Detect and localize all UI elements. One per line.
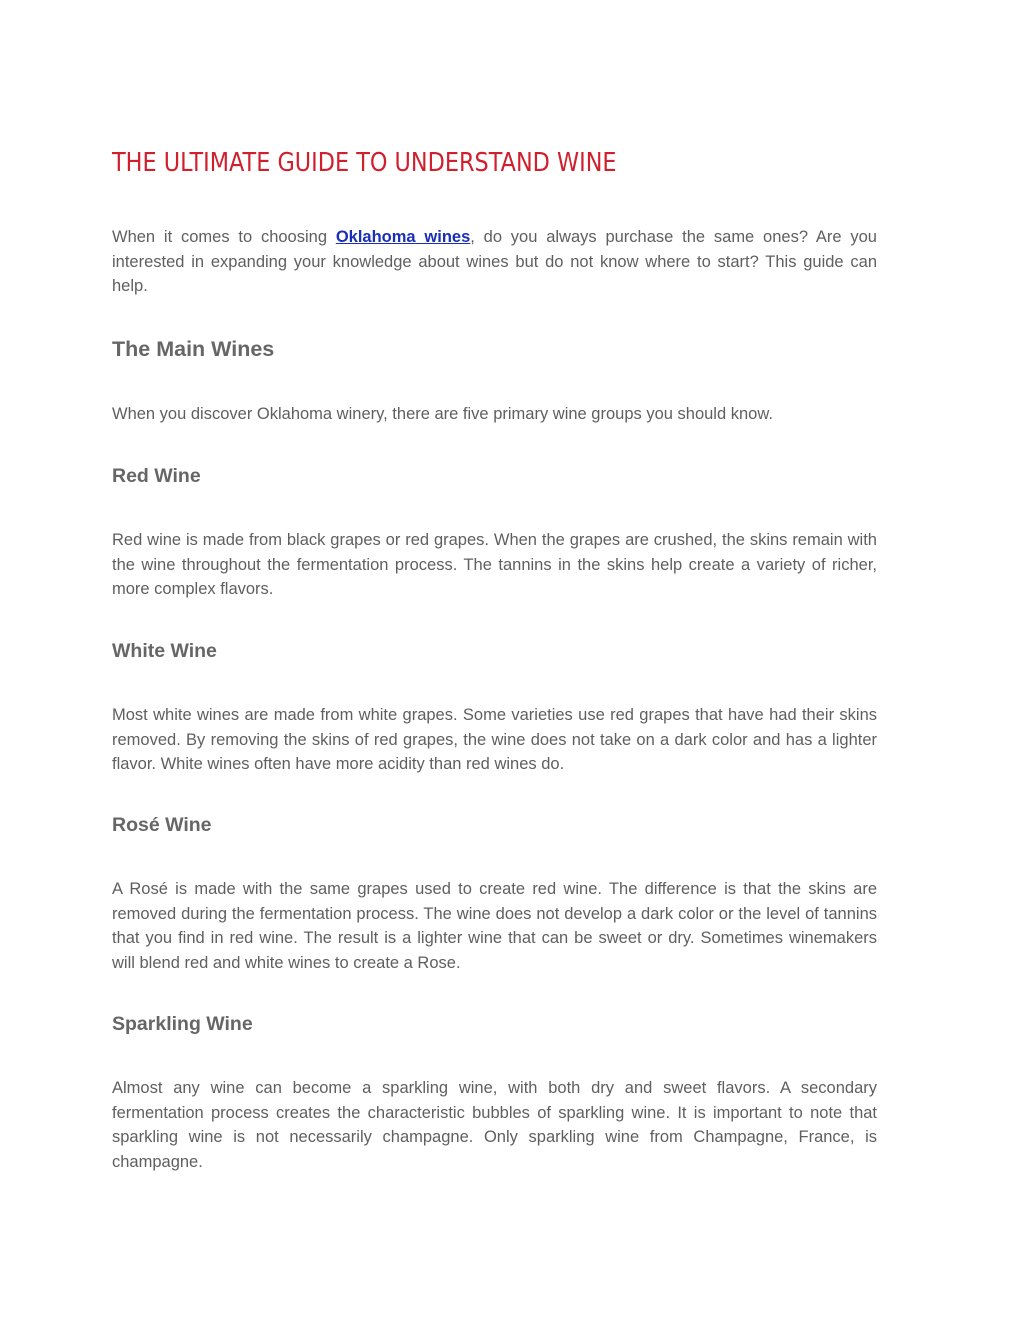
red-wine-heading: Red Wine bbox=[112, 465, 201, 487]
oklahoma-wines-link[interactable]: Oklahoma wines bbox=[335, 228, 471, 246]
intro-text-before-link: When it comes to choosing bbox=[112, 228, 336, 246]
red-wine-paragraph: Red wine is made from black grapes or red grapes. When the grapes are crushed, the skins remain with the wine throughout the fermentation process. The tannins in the skins help create a variety of richer, more complex flavors. bbox=[112, 531, 877, 599]
white-wine-paragraph: Most white wines are made from white grapes. Some varieties use red grapes that have had their skins removed. By removing the skins of red grapes, the wine does not take on a dark color and has a lighter flavor. White wines often have more acidity than red wines do. bbox=[112, 706, 877, 774]
intro-paragraph bbox=[112, 225, 877, 299]
rose-wine-heading: Rosé Wine bbox=[112, 814, 212, 836]
main-wines-heading: The Main Wines bbox=[112, 337, 275, 361]
rose-wine-paragraph: A Rosé is made with the same grapes used to create red wine. The difference is that the skins are removed during the fermentation process. The wine does not develop a dark color or the level of tannins that you find in red wine. The result is a lighter wine that can be sweet or dry. Sometimes winemakers will blend red and white wines to create a Rose. bbox=[112, 880, 877, 972]
main-wines-paragraph: When you discover Oklahoma winery, there are five primary wine groups you should know. bbox=[112, 405, 773, 423]
page-title: THE ULTIMATE GUIDE TO UNDERSTAND WINE bbox=[112, 148, 617, 178]
white-wine-heading: White Wine bbox=[112, 640, 217, 662]
sparkling-wine-paragraph: Almost any wine can become a sparkling wine, with both dry and sweet flavors. A secondary fermentation process creates the characteristic bubbles of sparkling wine. It is important to note that sparkling wine is not necessarily champagne. Only sparkling wine from Champagne, France, is champagne. bbox=[112, 1079, 877, 1171]
intro-text-after-link: , do you always purchase the same ones? Are you interested in expanding your knowledge about wines but do not know where to start? This guide can help. bbox=[112, 228, 877, 296]
sparkling-wine-heading: Sparkling Wine bbox=[112, 1013, 253, 1035]
